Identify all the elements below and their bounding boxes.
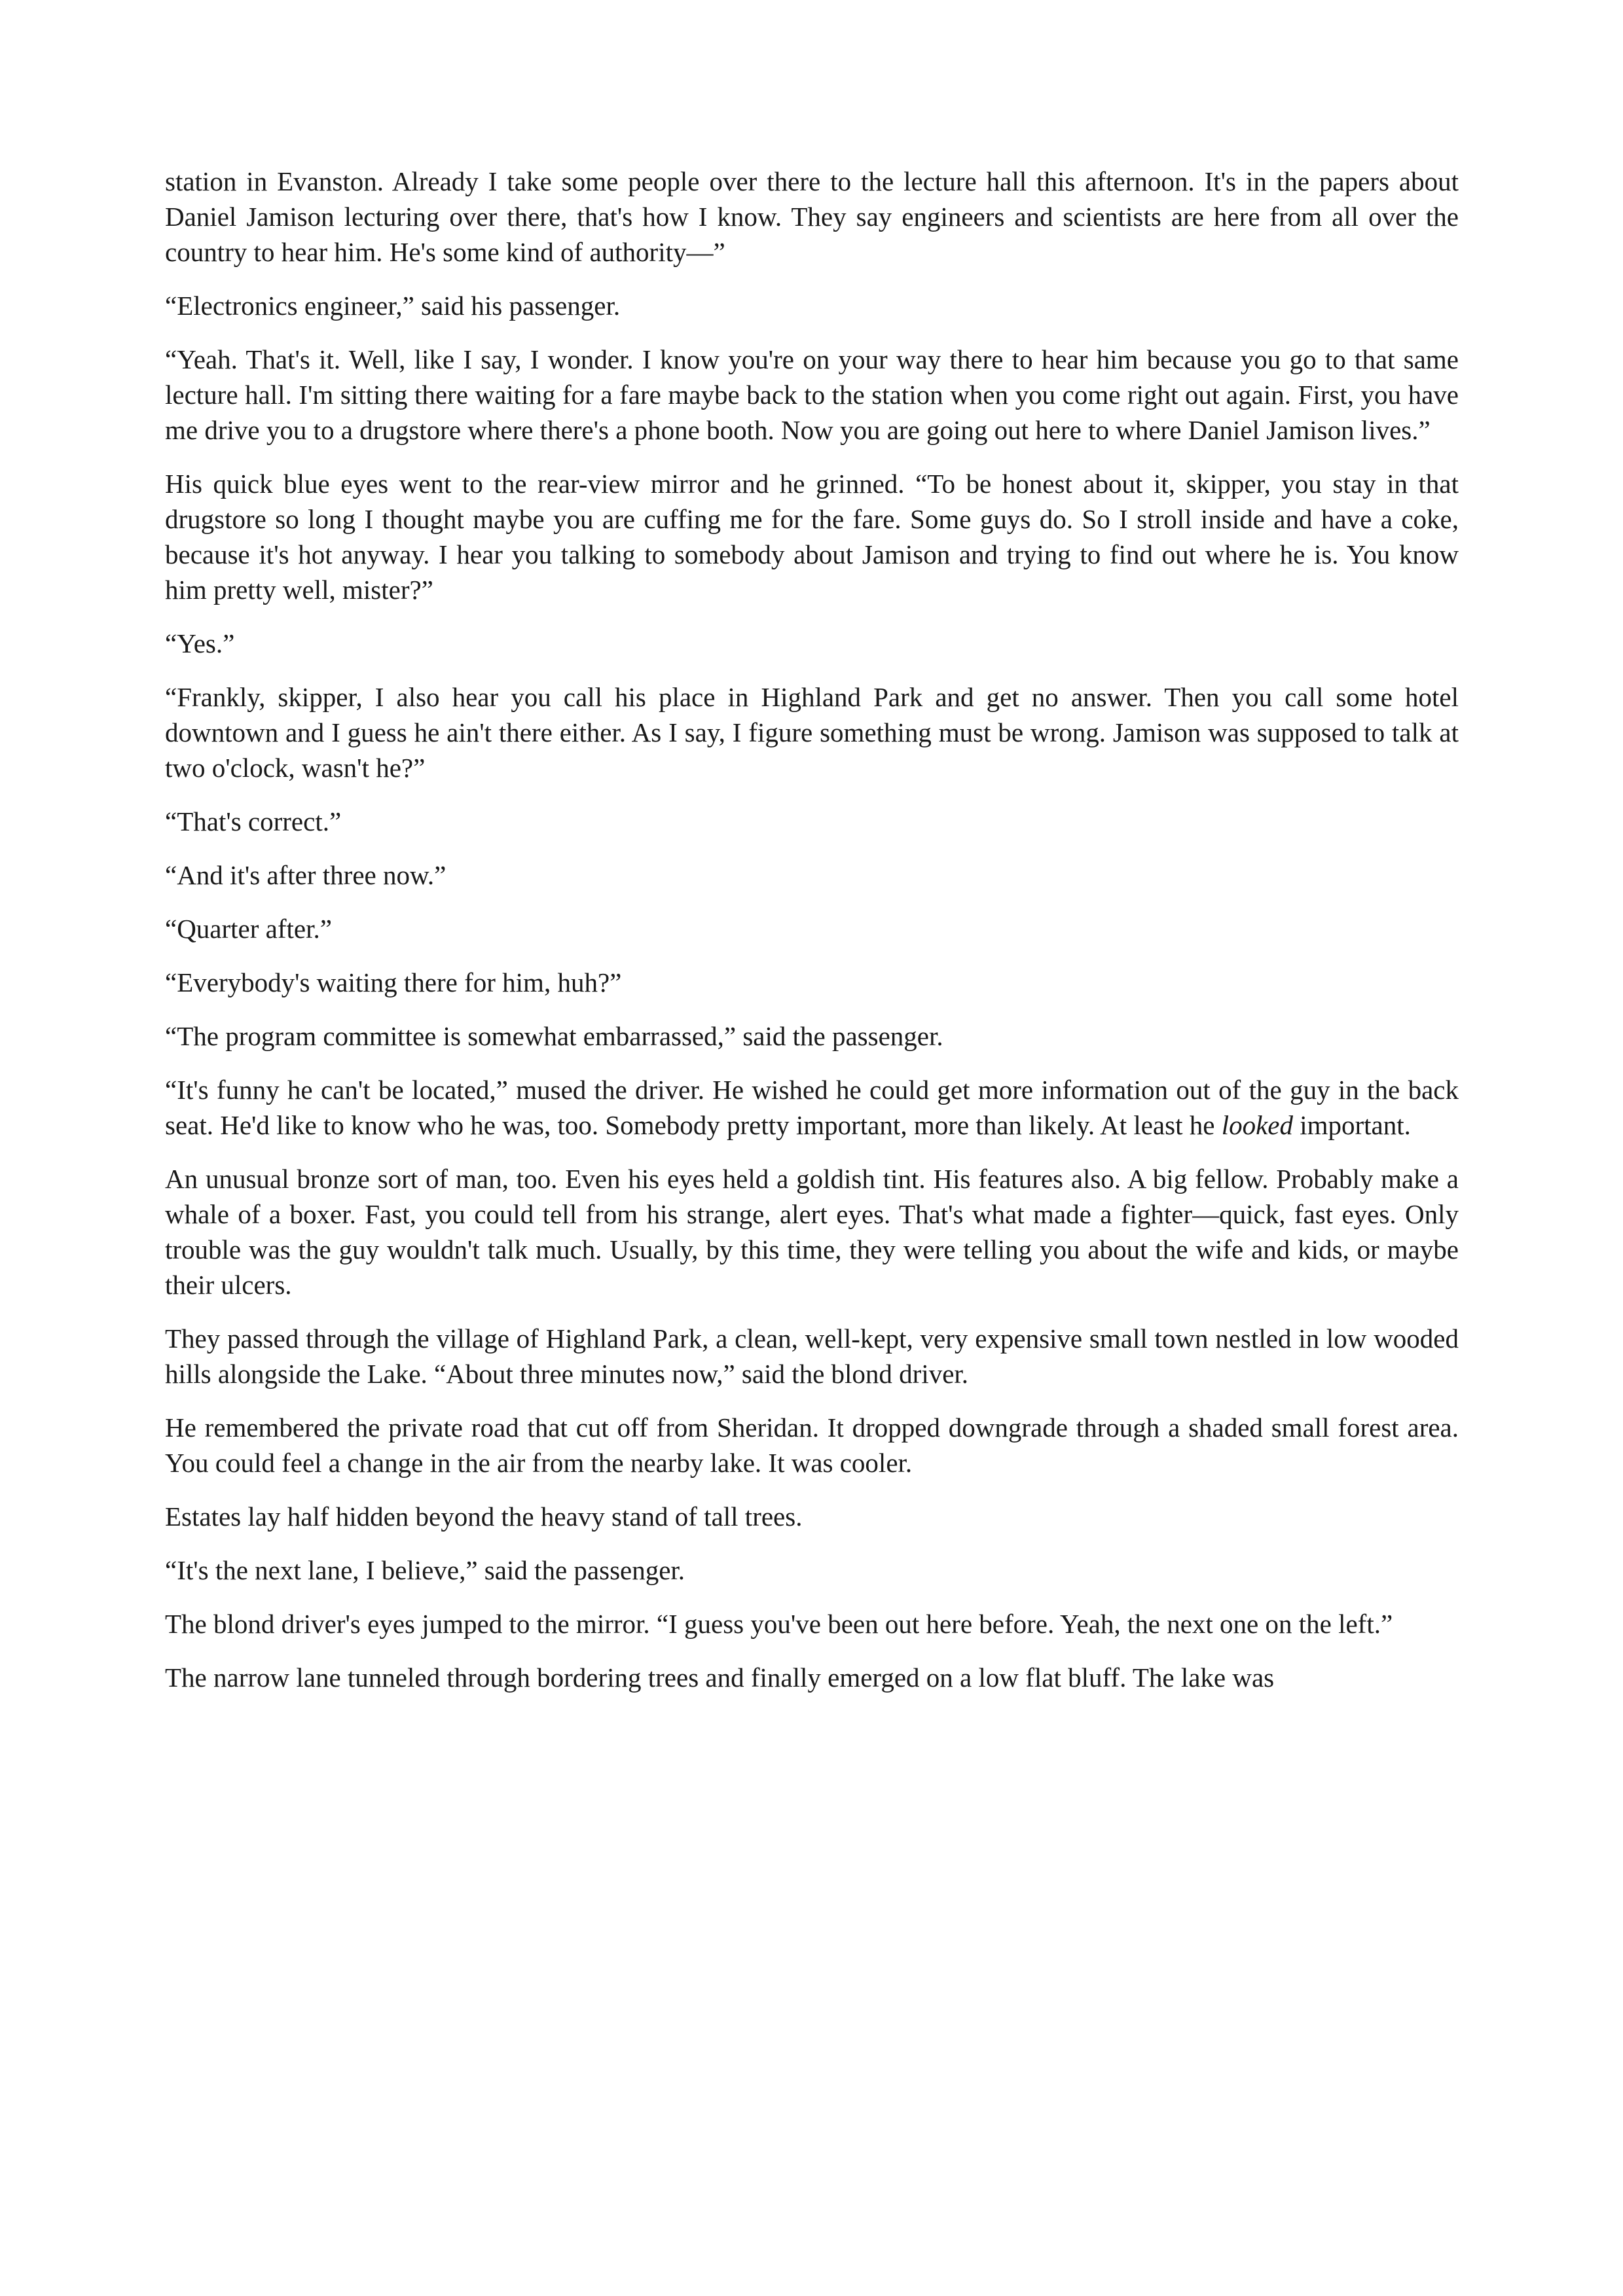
emphasis-text: looked: [1221, 1110, 1293, 1140]
paragraph: “It's the next lane, I believe,” said the passenger.: [165, 1555, 685, 1585]
paragraph-with-emphasis: [165, 1072, 1459, 1143]
page-body-text: [165, 164, 1459, 1695]
paragraph: “Yes.”: [165, 628, 235, 658]
paragraph-text-after: important.: [1292, 1110, 1411, 1140]
paragraph: Estates lay half hidden beyond the heavy stand of tall trees.: [165, 1501, 803, 1532]
paragraph: “Quarter after.”: [165, 914, 332, 944]
paragraph: He remembered the private road that cut off from Sheridan. It dropped downgrade through a shaded small forest area. You could feel a change in the air from the nearby lake. It was cooler.: [165, 1412, 1459, 1478]
paragraph: “Electronics engineer,” said his passenger.: [165, 291, 621, 321]
paragraph: “The program committee is somewhat embarrassed,” said the passenger.: [165, 1021, 943, 1051]
paragraph: station in Evanston. Already I take some people over there to the lecture hall this afternoon. It's in the papers about Daniel Jamison lecturing over there, that's how I know. They say engineers and scientists are here from all over the country to hear him. He's some kind of authority—”: [165, 166, 1459, 267]
paragraph: “That's correct.”: [165, 806, 342, 836]
paragraph: An unusual bronze sort of man, too. Even his eyes held a goldish tint. His features also. A big fellow. Probably make a whale of a boxer. Fast, you could tell from his strange, alert eyes. That's what made a fighter—quick, fast eyes. Only trouble was the guy wouldn't talk much. Usually, by this time, they were telling you about the wife and kids, or maybe their ulcers.: [165, 1164, 1459, 1300]
paragraph: The blond driver's eyes jumped to the mirror. “I guess you've been out here before. Yeah, the next one on the left.”: [165, 1609, 1393, 1639]
paragraph-text-before: “It's funny he can't be located,” mused the driver. He wished he could get more information out of the guy in the back seat. He'd like to know who he was, too. Somebody pretty important, more than likely. At least he: [165, 1075, 1459, 1140]
paragraph: “Frankly, skipper, I also hear you call his place in Highland Park and get no answer. Then you call some hotel downtown and I guess he ain't there either. As I say, I figure something must be wrong. Jamison was supposed to talk at two o'clock, wasn't he?”: [165, 682, 1459, 783]
paragraph: “Everybody's waiting there for him, huh?”: [165, 967, 622, 997]
paragraph: His quick blue eyes went to the rear-view mirror and he grinned. “To be honest about it, skipper, you stay in that drugstore so long I thought maybe you are cuffing me for the fare. Some guys do. So I stroll inside and have a coke, because it's hot anyway. I hear you talking to somebody about Jamison and trying to find out where he is. You know him pretty well, mister?”: [165, 469, 1459, 605]
paragraph: “And it's after three now.”: [165, 860, 447, 890]
paragraph: The narrow lane tunneled through bordering trees and finally emerged on a low flat bluff. The lake was: [165, 1662, 1275, 1693]
paragraph: They passed through the village of Highland Park, a clean, well-kept, very expensive small town nestled in low wooded hills alongside the Lake. “About three minutes now,” said the blond driver.: [165, 1323, 1459, 1389]
paragraph: “Yeah. That's it. Well, like I say, I wonder. I know you're on your way there to hear him because you go to that same lecture hall. I'm sitting there waiting for a fare maybe back to the station when you come right out again. First, you have me drive you to a drugstore where there's a phone booth. Now you are going out here to where Daniel Jamison lives.”: [165, 344, 1459, 445]
